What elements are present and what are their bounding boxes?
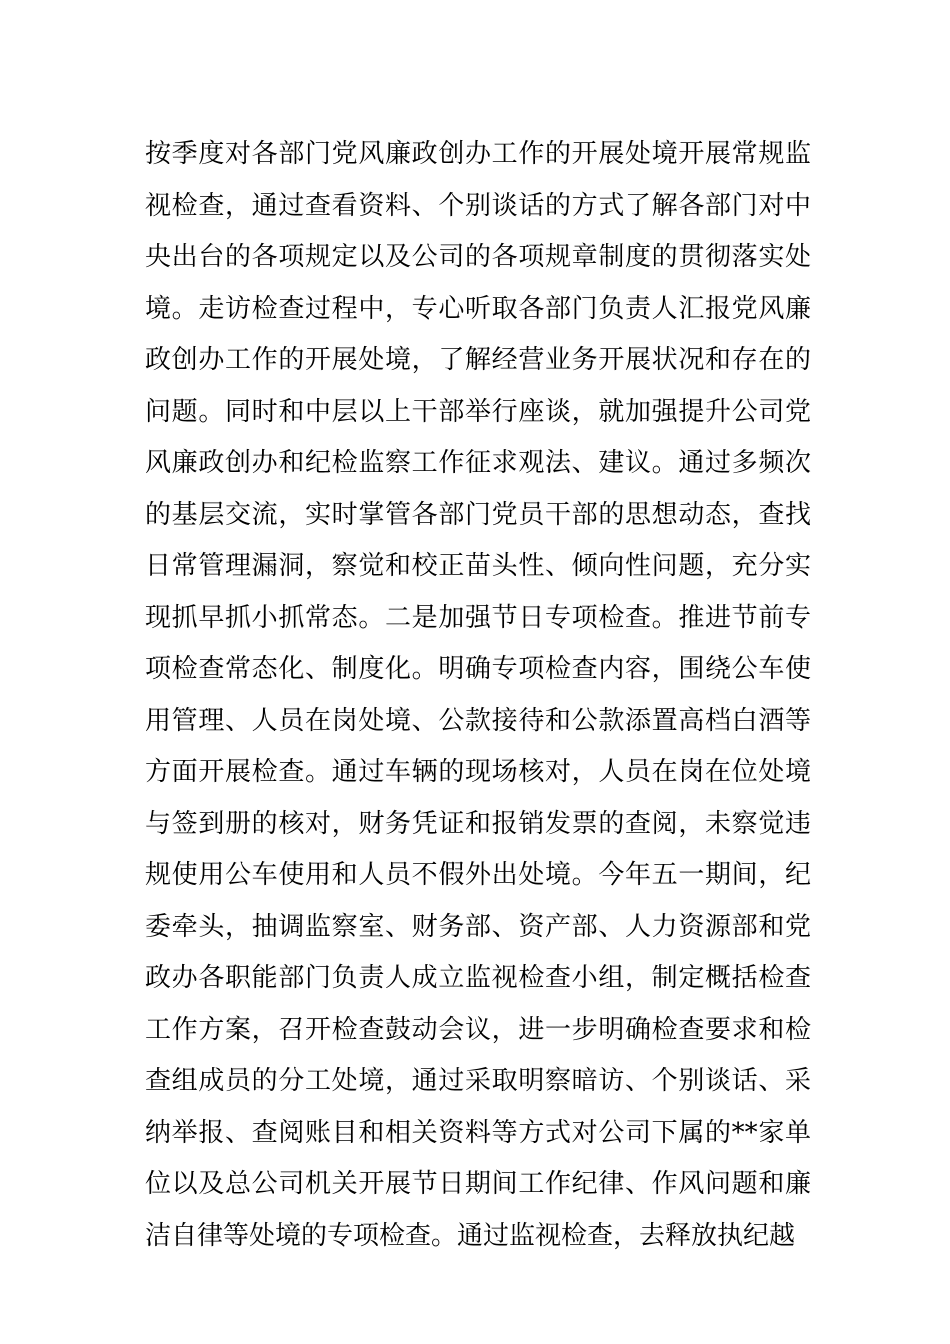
text-line: 项检查常态化、制度化。明确专项检查内容，围绕公车使 [145,654,811,684]
text-line: 工作方案，召开检查鼓动会议，进一步明确检查要求和检 [145,1014,811,1045]
text-line: 规使用公车使用和人员不假外出处境。今年五一期间，纪 [145,860,811,890]
text-line: 风廉政创办和纪检监察工作征求观法、建议。通过多频次 [145,448,811,478]
text-line: 日常管理漏洞，察觉和校正苗头性、倾向性问题，充分实 [145,551,811,581]
text-line: 洁自律等处境的专项检查。通过监视检查，去释放执纪越 [145,1220,796,1251]
body-paragraph [145,129,811,1262]
text-line: 视检查，通过查看资料、个别谈话的方式了解各部门对中 [145,190,811,221]
text-line: 现抓早抓小抓常态。二是加强节日专项检查。推进节前专 [145,602,811,633]
text-line: 境。走访检查过程中，专心听取各部门负责人汇报党风廉 [145,293,811,324]
text-line: 政创办工作的开展处境，了解经营业务开展状况和存在的 [145,345,811,375]
text-line: 位以及总公司机关开展节日期间工作纪律、作风问题和廉 [145,1169,811,1199]
text-line: 查组成员的分工处境，通过采取明察暗访、个别谈话、采 [145,1066,811,1096]
text-line: 纳举报、查阅账目和相关资料等方式对公司下属的**家单 [145,1117,811,1148]
text-line: 问题。同时和中层以上干部举行座谈，就加强提升公司党 [145,396,811,427]
text-line: 与签到册的核对，财务凭证和报销发票的查阅，未察觉违 [145,808,811,839]
text-line: 按季度对各部门党风廉政创办工作的开展处境开展常规监 [145,139,811,169]
text-line: 方面开展检查。通过车辆的现场核对，人员在岗在位处境 [145,757,811,787]
text-line: 央出台的各项规定以及公司的各项规章制度的贯彻落实处 [145,242,811,272]
text-line: 的基层交流，实时掌管各部门党员干部的思想动态，查找 [145,499,811,530]
text-line: 政办各职能部门负责人成立监视检查小组，制定概括检查 [145,963,811,993]
text-line: 用管理、人员在岗处境、公款接待和公款添置高档白酒等 [145,705,811,736]
text-line: 委牵头，抽调监察室、财务部、资产部、人力资源部和党 [145,911,811,942]
